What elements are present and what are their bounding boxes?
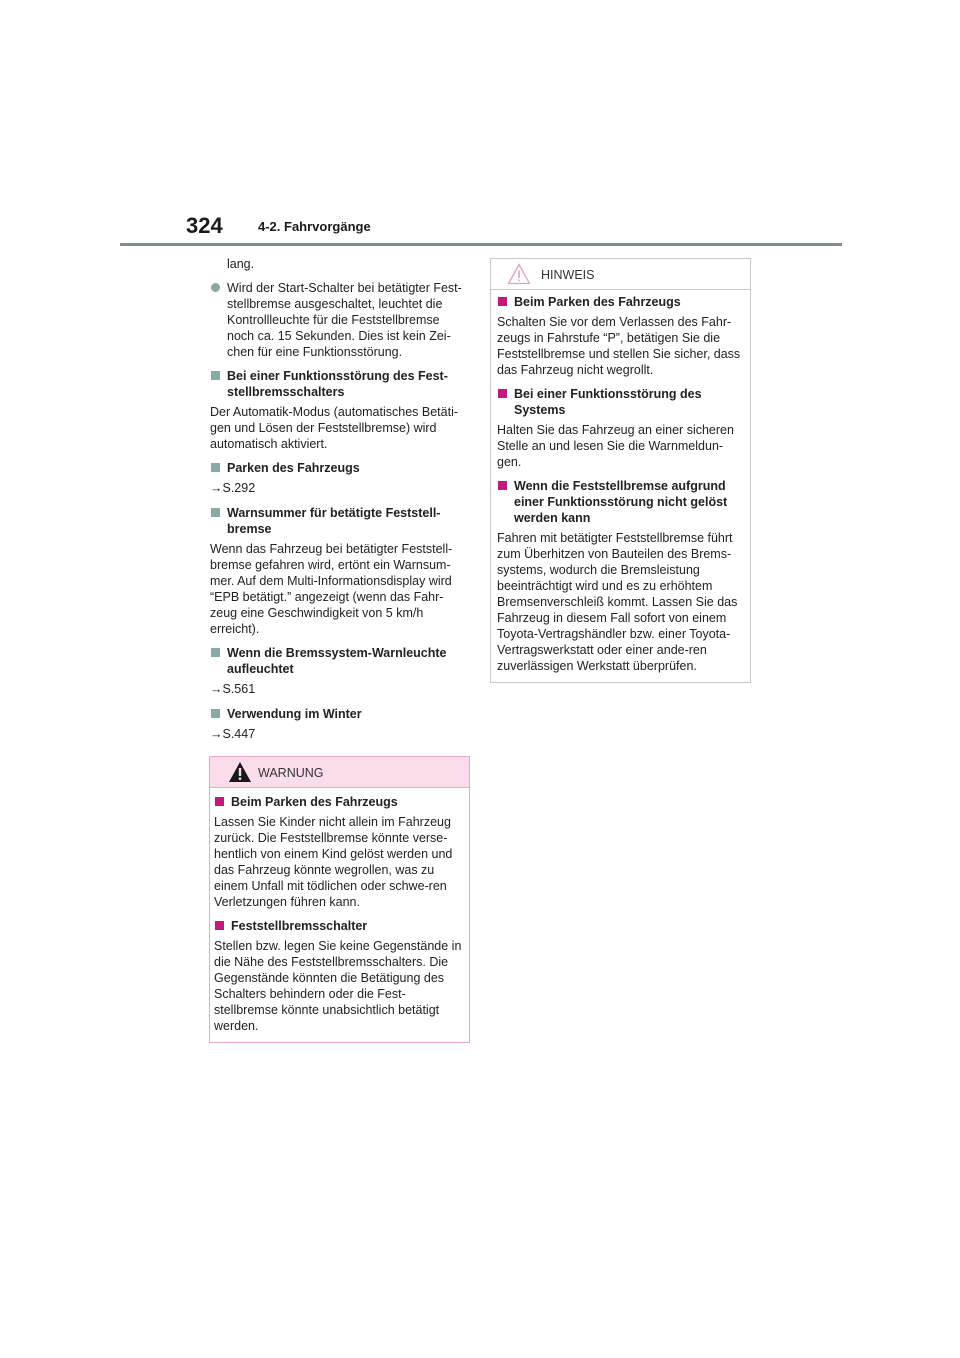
warning-body-switch: Stellen bzw. legen Sie keine Gegenstände in die Nähe des Feststellbremsschalters. Die Gegenstände könnten die Betätigung des Schalters behindern oder die Fest-stellbremse könnte unabsichtlich betätigt werden. bbox=[214, 939, 462, 1033]
section-body-switch-malfunction: Der Automatik-Modus (automatisches Betäti-gen und Lösen der Feststellbremse) wird automatisch aktiviert. bbox=[210, 405, 459, 451]
warning-heading-switch: Feststellbremsschalter bbox=[214, 918, 465, 934]
square-bullet-icon bbox=[215, 921, 224, 930]
square-bullet-icon bbox=[211, 463, 220, 472]
bullet-dot-icon bbox=[211, 283, 220, 292]
note-box bbox=[490, 258, 751, 683]
warning-body-parking: Lassen Sie Kinder nicht allein im Fahrzeug zurück. Die Feststellbremse könnte verse-hentlich von einem Kind gelöst werden und das Fahrzeug könnte wegrollen, was zu einem Unfall mit tödlichen oder schwe-ren Verletzungen führen kann. bbox=[214, 815, 453, 909]
page-header bbox=[0, 0, 960, 250]
square-bullet-icon bbox=[215, 797, 224, 806]
square-bullet-icon bbox=[498, 297, 507, 306]
warning-header bbox=[210, 757, 469, 788]
note-header bbox=[491, 259, 750, 290]
bullet-item bbox=[210, 280, 468, 360]
page-number: 324 bbox=[186, 213, 223, 238]
warning-label: WARNUNG bbox=[258, 766, 324, 780]
square-bullet-icon bbox=[498, 481, 507, 490]
note-body-system-malfunction: Halten Sie das Fahrzeug an einer sicheren Stelle an und lesen Sie die Warnmeldun-gen. bbox=[497, 423, 734, 469]
left-column bbox=[210, 256, 468, 751]
section-heading-winter: Verwendung im Winter bbox=[210, 706, 468, 722]
square-bullet-icon bbox=[211, 709, 220, 718]
section-heading-buzzer: Warnsummer für betätigte Feststell-bremse bbox=[210, 505, 468, 537]
page-reference-parking[interactable]: →S.292 bbox=[210, 481, 256, 495]
note-body bbox=[491, 290, 750, 682]
page-reference-winter[interactable]: →S.447 bbox=[210, 727, 256, 741]
note-heading-brake-not-released: Wenn die Feststellbremse aufgrund einer Funktionsstörung nicht gelöst werden kann bbox=[497, 478, 744, 526]
note-label: HINWEIS bbox=[541, 268, 595, 282]
square-bullet-icon bbox=[211, 508, 220, 517]
note-body-parking: Schalten Sie vor dem Verlassen des Fahr-zeugs in Fahrstufe “P”, betätigen Sie die Feststellbremse und stellen Sie sicher, dass das Fahrzeug nicht wegrollt. bbox=[497, 315, 741, 377]
square-bullet-icon bbox=[211, 371, 220, 380]
warning-body bbox=[210, 788, 469, 1042]
bullet-text: Wird der Start-Schalter bei betätigter Fest-stellbremse ausgeschaltet, leuchtet die Kontrollleuchte für die Feststellbremse noch ca. 15 Sekunden. Dies ist kein Zei-chen für eine Funktionsstörung. bbox=[227, 281, 462, 359]
caution-triangle-icon bbox=[507, 263, 531, 285]
warning-heading-parking: Beim Parken des Fahrzeugs bbox=[214, 794, 465, 810]
note-heading-parking: Beim Parken des Fahrzeugs bbox=[497, 294, 744, 310]
square-bullet-icon bbox=[211, 648, 220, 657]
page-reference-brake-warning-light[interactable]: →S.561 bbox=[210, 682, 256, 696]
section-heading-brake-warning-light: Wenn die Bremssystem-Warnleuchte aufleuchtet bbox=[210, 645, 468, 677]
section-body-buzzer: Wenn das Fahrzeug bei betätigter Feststell-bremse gefahren wird, ertönt ein Warnsum-mer. Auf dem Multi-Informationsdisplay wird “EPB betätigt.” angezeigt (wenn das Fahr-zeug eine Geschwindigkeit von 5 km/h erreicht). bbox=[210, 542, 453, 636]
note-body-brake-not-released: Fahren mit betätigter Feststellbremse führt zum Überhitzen von Bauteilen des Brems-systems, wodurch die Bremsleistung beeinträchtigt wird und es zu erhöhtem Bremsenverschleiß kommt. Lassen Sie das Fahrzeug in diesem Fall sofort von einem Toyota-Vertragshändler bzw. einer Toyota-Vertragswerkstatt oder einer ande-ren zuverlässigen Werkstatt überprüfen. bbox=[497, 531, 738, 673]
header-divider bbox=[120, 243, 842, 246]
section-heading-parking: Parken des Fahrzeugs bbox=[210, 460, 468, 476]
square-bullet-icon bbox=[498, 389, 507, 398]
warning-box bbox=[209, 756, 470, 1043]
section-title: 4-2. Fahrvorgänge bbox=[258, 219, 371, 234]
continuation-text: lang. bbox=[227, 257, 255, 271]
note-heading-system-malfunction: Bei einer Funktionsstörung des Systems bbox=[497, 386, 744, 418]
section-heading-switch-malfunction: Bei einer Funktionsstörung des Fest-stellbremsschalters bbox=[210, 368, 468, 400]
warning-triangle-icon bbox=[228, 761, 252, 783]
